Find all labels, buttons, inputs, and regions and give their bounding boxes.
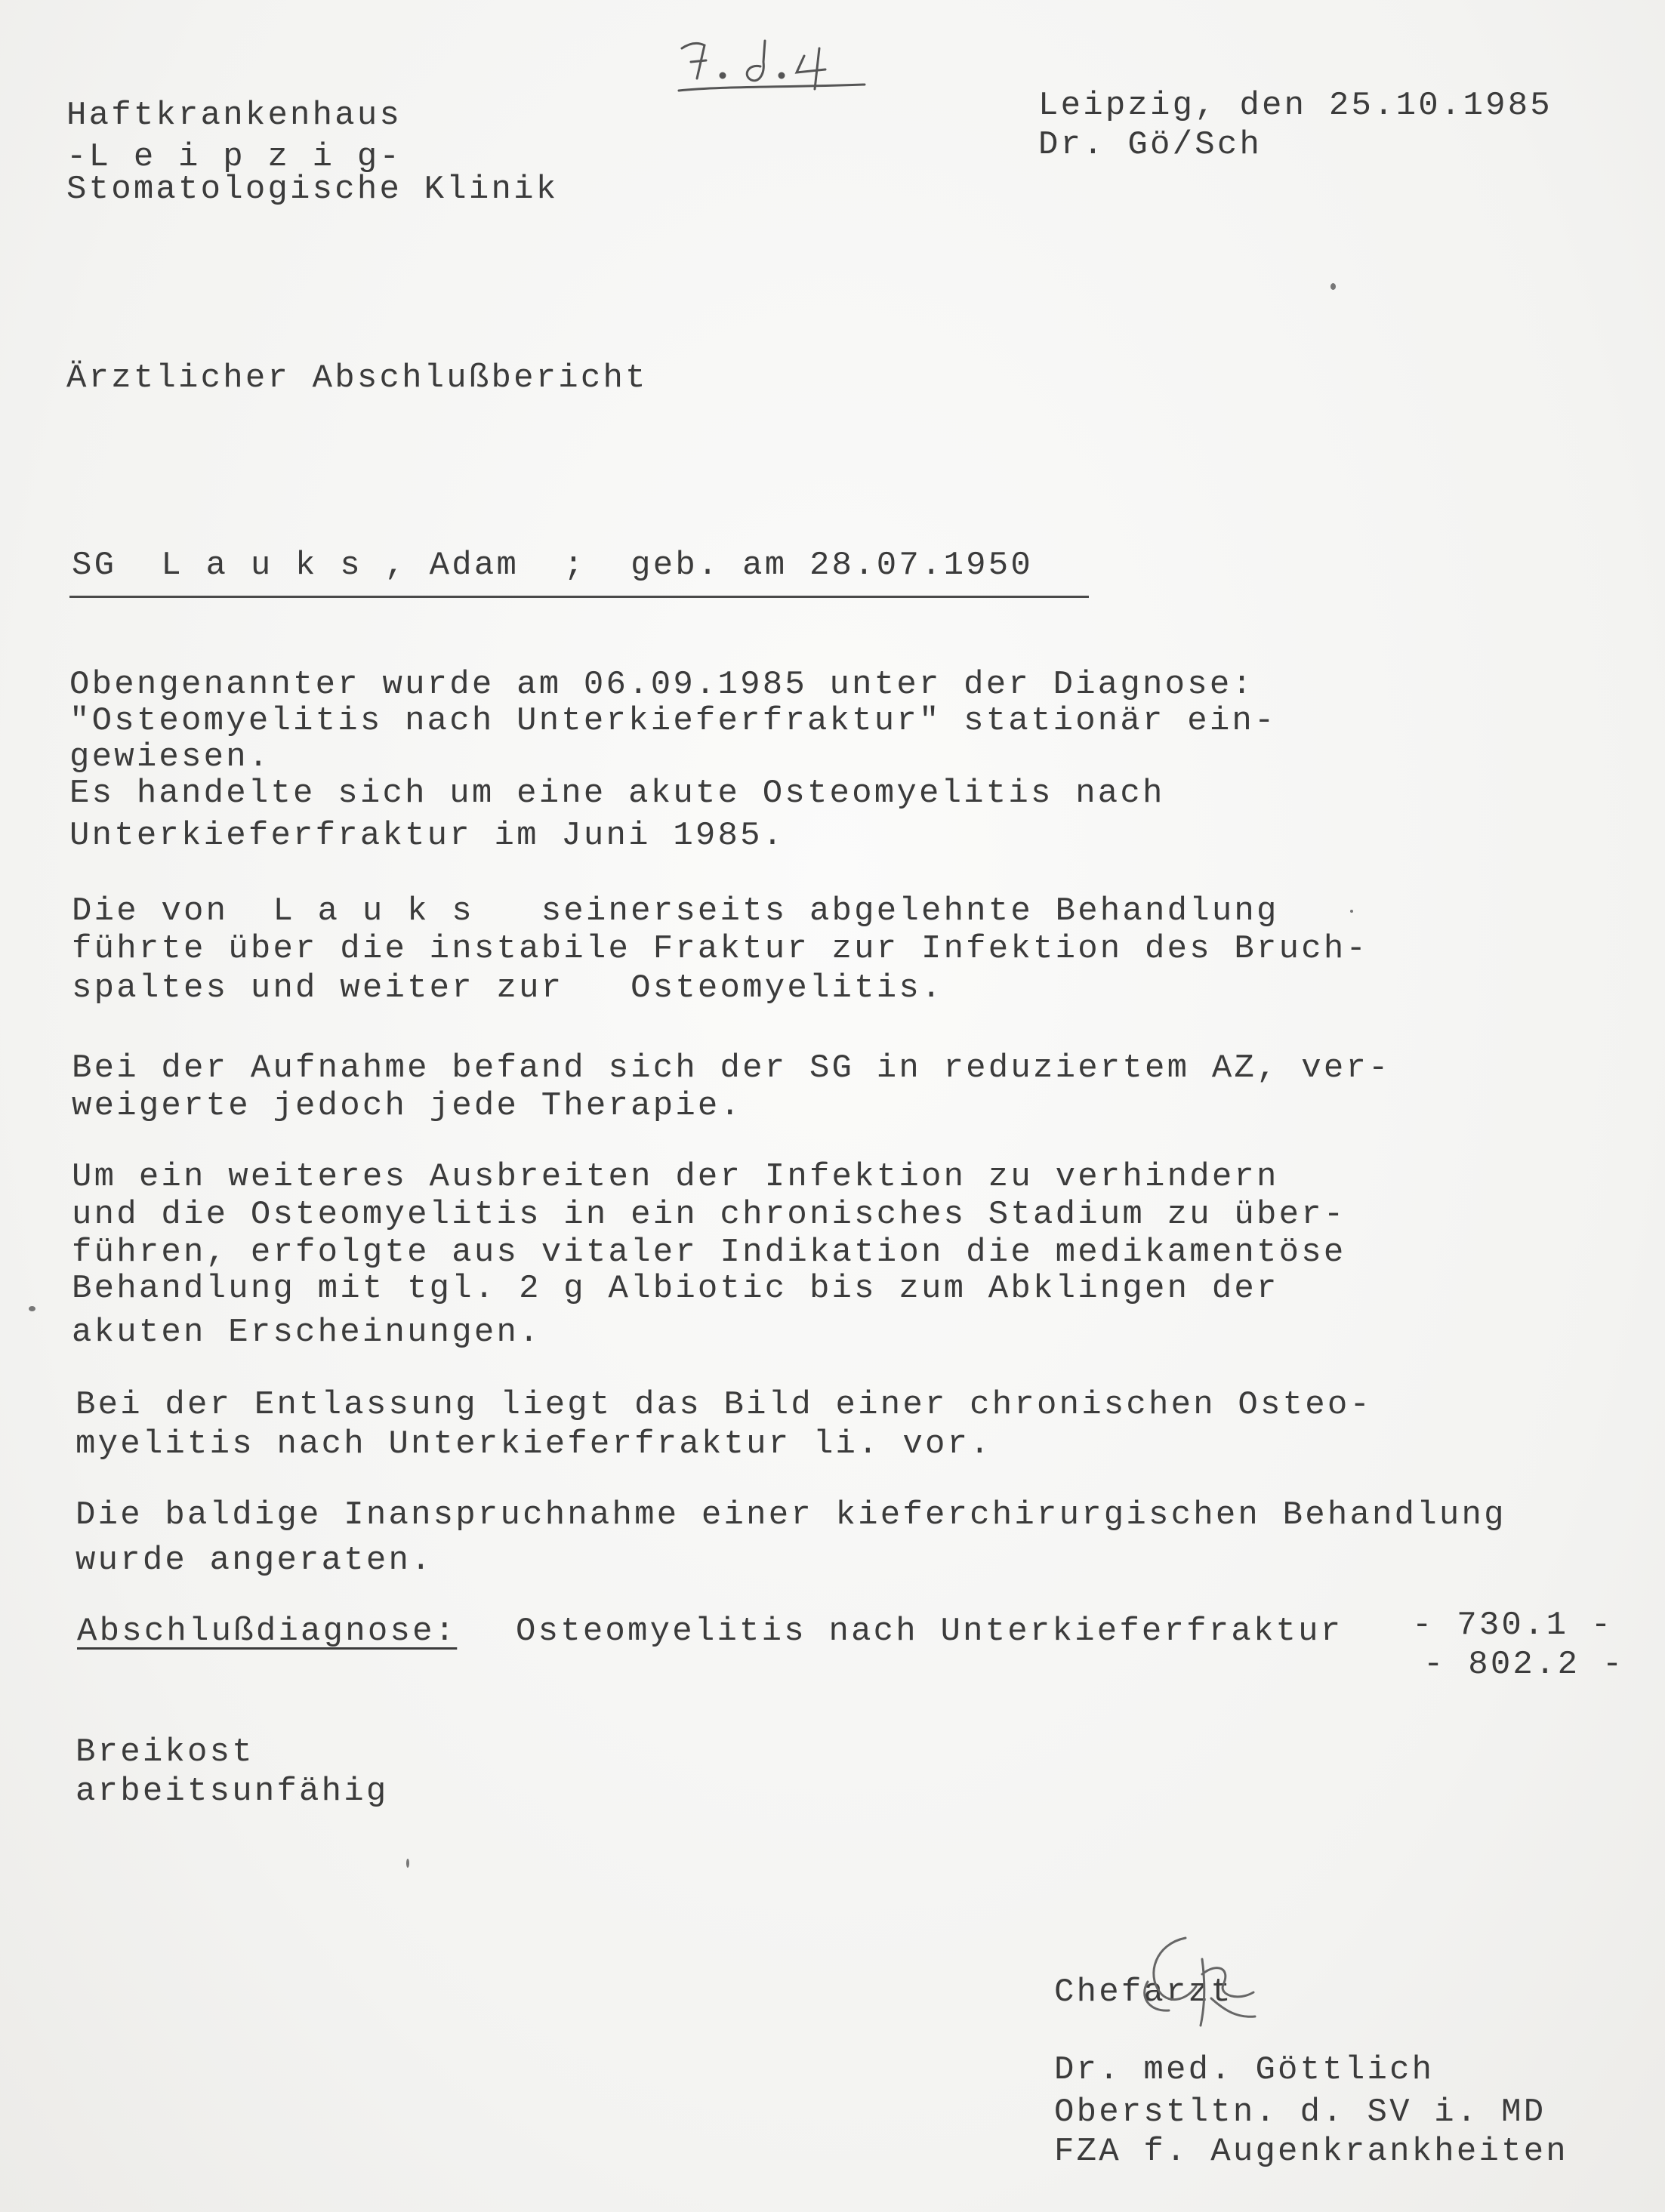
patient-line: SG L a u k s , Adam ; geb. am 28.07.1950 (72, 547, 1033, 584)
place-date: Leipzig, den 25.10.1985 (1038, 87, 1552, 125)
signature-role: Chefarzt (1054, 1973, 1233, 2011)
institution-line-1: Haftkrankenhaus (66, 97, 402, 134)
p4-line-4: Behandlung mit tgl. 2 g Albiotic bis zum Abklingen der (72, 1270, 1279, 1308)
p1-line-5: Unterkieferfraktur im Juni 1985. (69, 817, 785, 855)
handwritten-note (676, 26, 895, 98)
p6-line-2: wurde angeraten. (76, 1542, 433, 1579)
p4-line-5: akuten Erscheinungen. (72, 1314, 541, 1351)
p2-line-1: Die von L a u k s seinerseits abgelehnte Behandlung (72, 892, 1279, 930)
institution-line-3: Stomatologische Klinik (66, 171, 559, 208)
reference-initials: Dr. Gö/Sch (1038, 126, 1263, 164)
p4-line-2: und die Osteomyelitis in ein chronisches Stadium zu über- (72, 1196, 1346, 1234)
document-title: Ärztlicher Abschlußbericht (66, 359, 648, 397)
signatory-department: FZA f. Augenkrankheiten (1054, 2133, 1568, 2170)
remark-diet: Breikost (76, 1733, 254, 1771)
final-diagnosis-text: Osteomyelitis nach Unterkieferfraktur (516, 1613, 1343, 1650)
scan-speck (1330, 283, 1336, 290)
handwritten-signature (1133, 1929, 1261, 2038)
p1-line-2: "Osteomyelitis nach Unterkieferfraktur" stationär ein- (69, 702, 1277, 740)
p1-line-3: gewiesen. (69, 738, 271, 776)
p6-line-1: Die baldige Inanspruchnahme einer kieferchirurgischen Behandlung (76, 1496, 1506, 1534)
p2-line-2: führte über die instabile Fraktur zur Infektion des Bruch- (72, 930, 1369, 968)
p3-line-2: weigerte jedoch jede Therapie. (72, 1087, 743, 1125)
p3-line-1: Bei der Aufnahme befand sich der SG in reduziertem AZ, ver- (72, 1049, 1391, 1087)
scan-speck (406, 1859, 409, 1868)
remark-work-status: arbeitsunfähig (76, 1773, 389, 1810)
p2-line-3: spaltes und weiter zur Osteomyelitis. (72, 969, 944, 1007)
institution-line-2: -L e i p z i g- (66, 138, 402, 176)
p1-line-1: Obengenannter wurde am 06.09.1985 unter der Diagnose: (69, 666, 1255, 704)
final-diagnosis-label: Abschlußdiagnose: (77, 1613, 458, 1650)
p5-line-1: Bei der Entlassung liegt das Bild einer chronischen Osteo- (76, 1386, 1373, 1424)
p4-line-3: führen, erfolgte aus vitaler Indikation die medikamentöse (72, 1234, 1346, 1271)
scan-speck (29, 1306, 35, 1311)
scan-speck (1350, 910, 1353, 913)
p4-line-1: Um ein weiteres Ausbreiten der Infektion zu verhindern (72, 1158, 1279, 1196)
p1-line-4: Es handelte sich um eine akute Osteomyelitis nach (69, 775, 1165, 812)
diagnosis-code-2: - 802.2 - (1423, 1646, 1625, 1684)
p5-line-2: myelitis nach Unterkieferfraktur li. vor. (76, 1425, 992, 1463)
patient-underline (69, 596, 1089, 598)
diagnosis-code-1: - 730.1 - (1412, 1607, 1614, 1644)
signatory-rank: Oberstltn. d. SV i. MD (1054, 2093, 1546, 2131)
signatory-name: Dr. med. Göttlich (1054, 2051, 1435, 2089)
